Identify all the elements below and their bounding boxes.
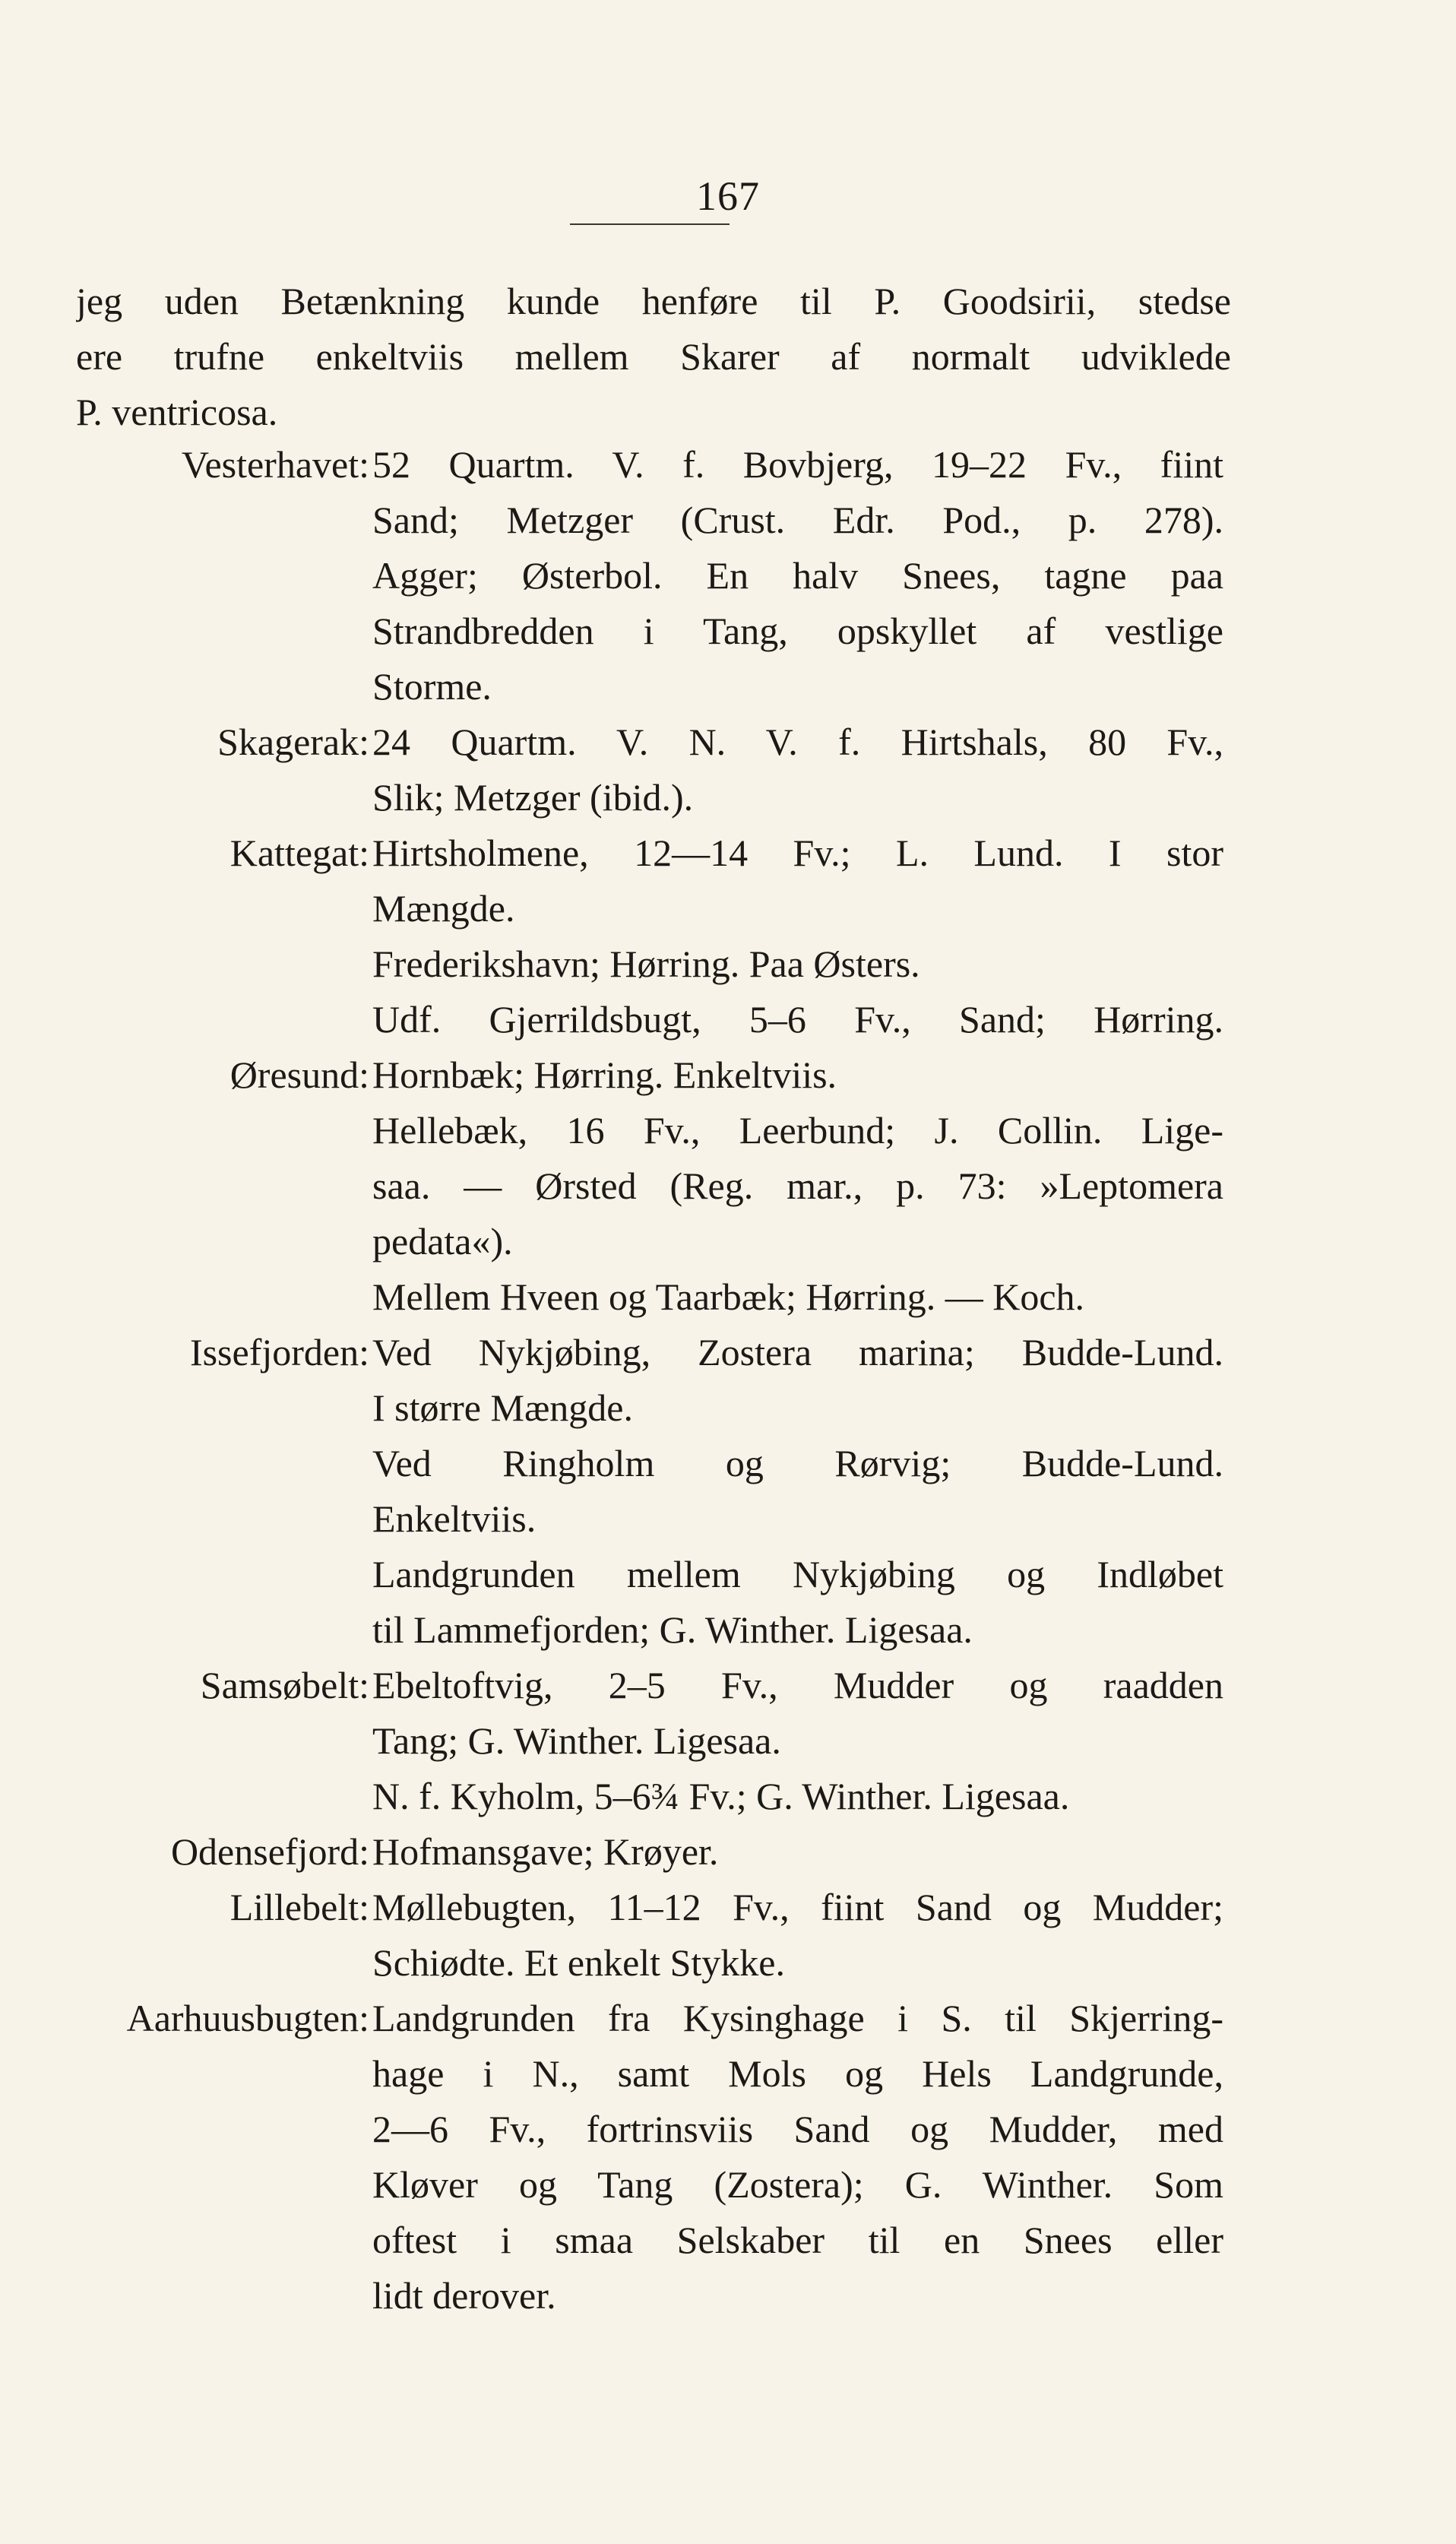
locality-name: Samsøbelt:	[200, 1664, 369, 1706]
page-number: 167	[696, 173, 760, 219]
record-line: oftest i smaa Selskaber til en Snees eller	[372, 2219, 1223, 2261]
locality-name: Issefjorden:	[189, 1331, 369, 1373]
record-line: 52 Quartm. V. f. Bovbjerg, 19–22 Fv., fiint	[372, 443, 1223, 486]
record-line: Landgrunden fra Kysinghage i S. til Skjerring-	[372, 1997, 1223, 2039]
record-line: Ebeltoftvig, 2–5 Fv., Mudder og raadden	[372, 1664, 1223, 1706]
record-line: Udf. Gjerrildsbugt, 5–6 Fv., Sand; Hørring.	[372, 998, 1223, 1041]
record-line: Mængde.	[372, 887, 515, 930]
record-line: Frederikshavn; Hørring. Paa Østers.	[372, 943, 920, 985]
locality-entry-issefjorden	[0, 1325, 1456, 1658]
locality-records	[372, 1880, 1223, 1991]
record-line: 2—6 Fv., fortrinsviis Sand og Mudder, med	[372, 2108, 1223, 2150]
record-line: Storme.	[372, 665, 492, 708]
locality-records	[372, 1047, 1223, 1325]
record-line: saa. — Ørsted (Reg. mar., p. 73: »Leptomera	[372, 1164, 1223, 1207]
record-line: Ved Nykjøbing, Zostera marina; Budde-Lund.	[372, 1331, 1223, 1373]
locality-records	[372, 1325, 1223, 1658]
record-line: I større Mængde.	[372, 1386, 633, 1429]
record-line: N. f. Kyholm, 5–6¾ Fv.; G. Winther. Ligesaa.	[372, 1775, 1070, 1817]
locality-name: Skagerak:	[217, 721, 369, 763]
record-line: Ved Ringholm og Rørvig; Budde-Lund.	[372, 1442, 1223, 1484]
record-line: Landgrunden mellem Nykjøbing og Indløbet	[372, 1553, 1223, 1595]
locality-name: Odensefjord:	[170, 1830, 369, 1873]
locality-entry-lillebelt	[0, 1880, 1456, 1991]
record-line: Hellebæk, 16 Fv., Leerbund; J. Collin. Lige-	[372, 1109, 1223, 1152]
record-line: 24 Quartm. V. N. V. f. Hirtshals, 80 Fv.,	[372, 721, 1223, 763]
record-line: Schiødte. Et enkelt Stykke.	[372, 1941, 785, 1984]
record-line: Hirtsholmene, 12—14 Fv.; L. Lund. I stor	[372, 832, 1223, 874]
record-line: pedata«).	[372, 1220, 513, 1262]
page-number-rule	[570, 223, 730, 225]
record-line: Agger; Østerbol. En halv Snees, tagne paa	[372, 554, 1223, 597]
locality-entry-vesterhavet	[0, 437, 1456, 714]
locality-name: Kattegat:	[229, 832, 369, 874]
locality-records	[372, 1658, 1223, 1824]
record-line: hage i N., samt Mols og Hels Landgrunde,	[372, 2052, 1223, 2095]
intro-line: ere trufne enkeltviis mellem Skarer af normalt udviklede	[76, 335, 1231, 378]
locality-records	[372, 1991, 1223, 2324]
record-line: Mellem Hveen og Taarbæk; Hørring. — Koch.	[372, 1275, 1085, 1318]
record-line: Møllebugten, 11–12 Fv., fiint Sand og Mudder;	[372, 1886, 1223, 1928]
locality-records	[372, 1824, 1223, 1880]
locality-entry-oresund	[0, 1047, 1456, 1325]
record-line: Slik; Metzger (ibid.).	[372, 776, 694, 819]
locality-name: Lillebelt:	[229, 1886, 369, 1928]
record-line: Strandbredden i Tang, opskyllet af vestlige	[372, 610, 1223, 652]
record-line: til Lammefjorden; G. Winther. Ligesaa.	[372, 1608, 973, 1651]
record-line: Enkeltviis.	[372, 1497, 537, 1540]
intro-line: P. ventricosa.	[76, 391, 278, 433]
intro-line: jeg uden Betænkning kunde henføre til P. Goodsirii, stedse	[76, 280, 1231, 322]
locality-records	[372, 714, 1223, 825]
locality-name: Øresund:	[229, 1053, 369, 1096]
record-line: lidt derover.	[372, 2274, 556, 2317]
locality-name: Aarhuusbugten:	[126, 1997, 369, 2039]
locality-entry-skagerak	[0, 714, 1456, 825]
record-line: Sand; Metzger (Crust. Edr. Pod., p. 278).	[372, 499, 1223, 541]
record-line: Tang; G. Winther. Ligesaa.	[372, 1719, 781, 1762]
record-line: Hofmansgave; Krøyer.	[372, 1830, 719, 1873]
locality-entry-odensefjord	[0, 1824, 1456, 1880]
record-line: Kløver og Tang (Zostera); G. Winther. Som	[372, 2163, 1223, 2206]
locality-list	[0, 437, 1456, 2324]
intro-paragraph	[76, 274, 1231, 440]
locality-records	[372, 437, 1223, 714]
record-line: Hornbæk; Hørring. Enkeltviis.	[372, 1053, 837, 1096]
locality-entry-kattegat	[0, 825, 1456, 1047]
locality-entry-aarhuusbugten	[0, 1991, 1456, 2324]
locality-records	[372, 825, 1223, 1047]
locality-name: Vesterhavet:	[181, 443, 369, 486]
locality-entry-samsobelt	[0, 1658, 1456, 1824]
